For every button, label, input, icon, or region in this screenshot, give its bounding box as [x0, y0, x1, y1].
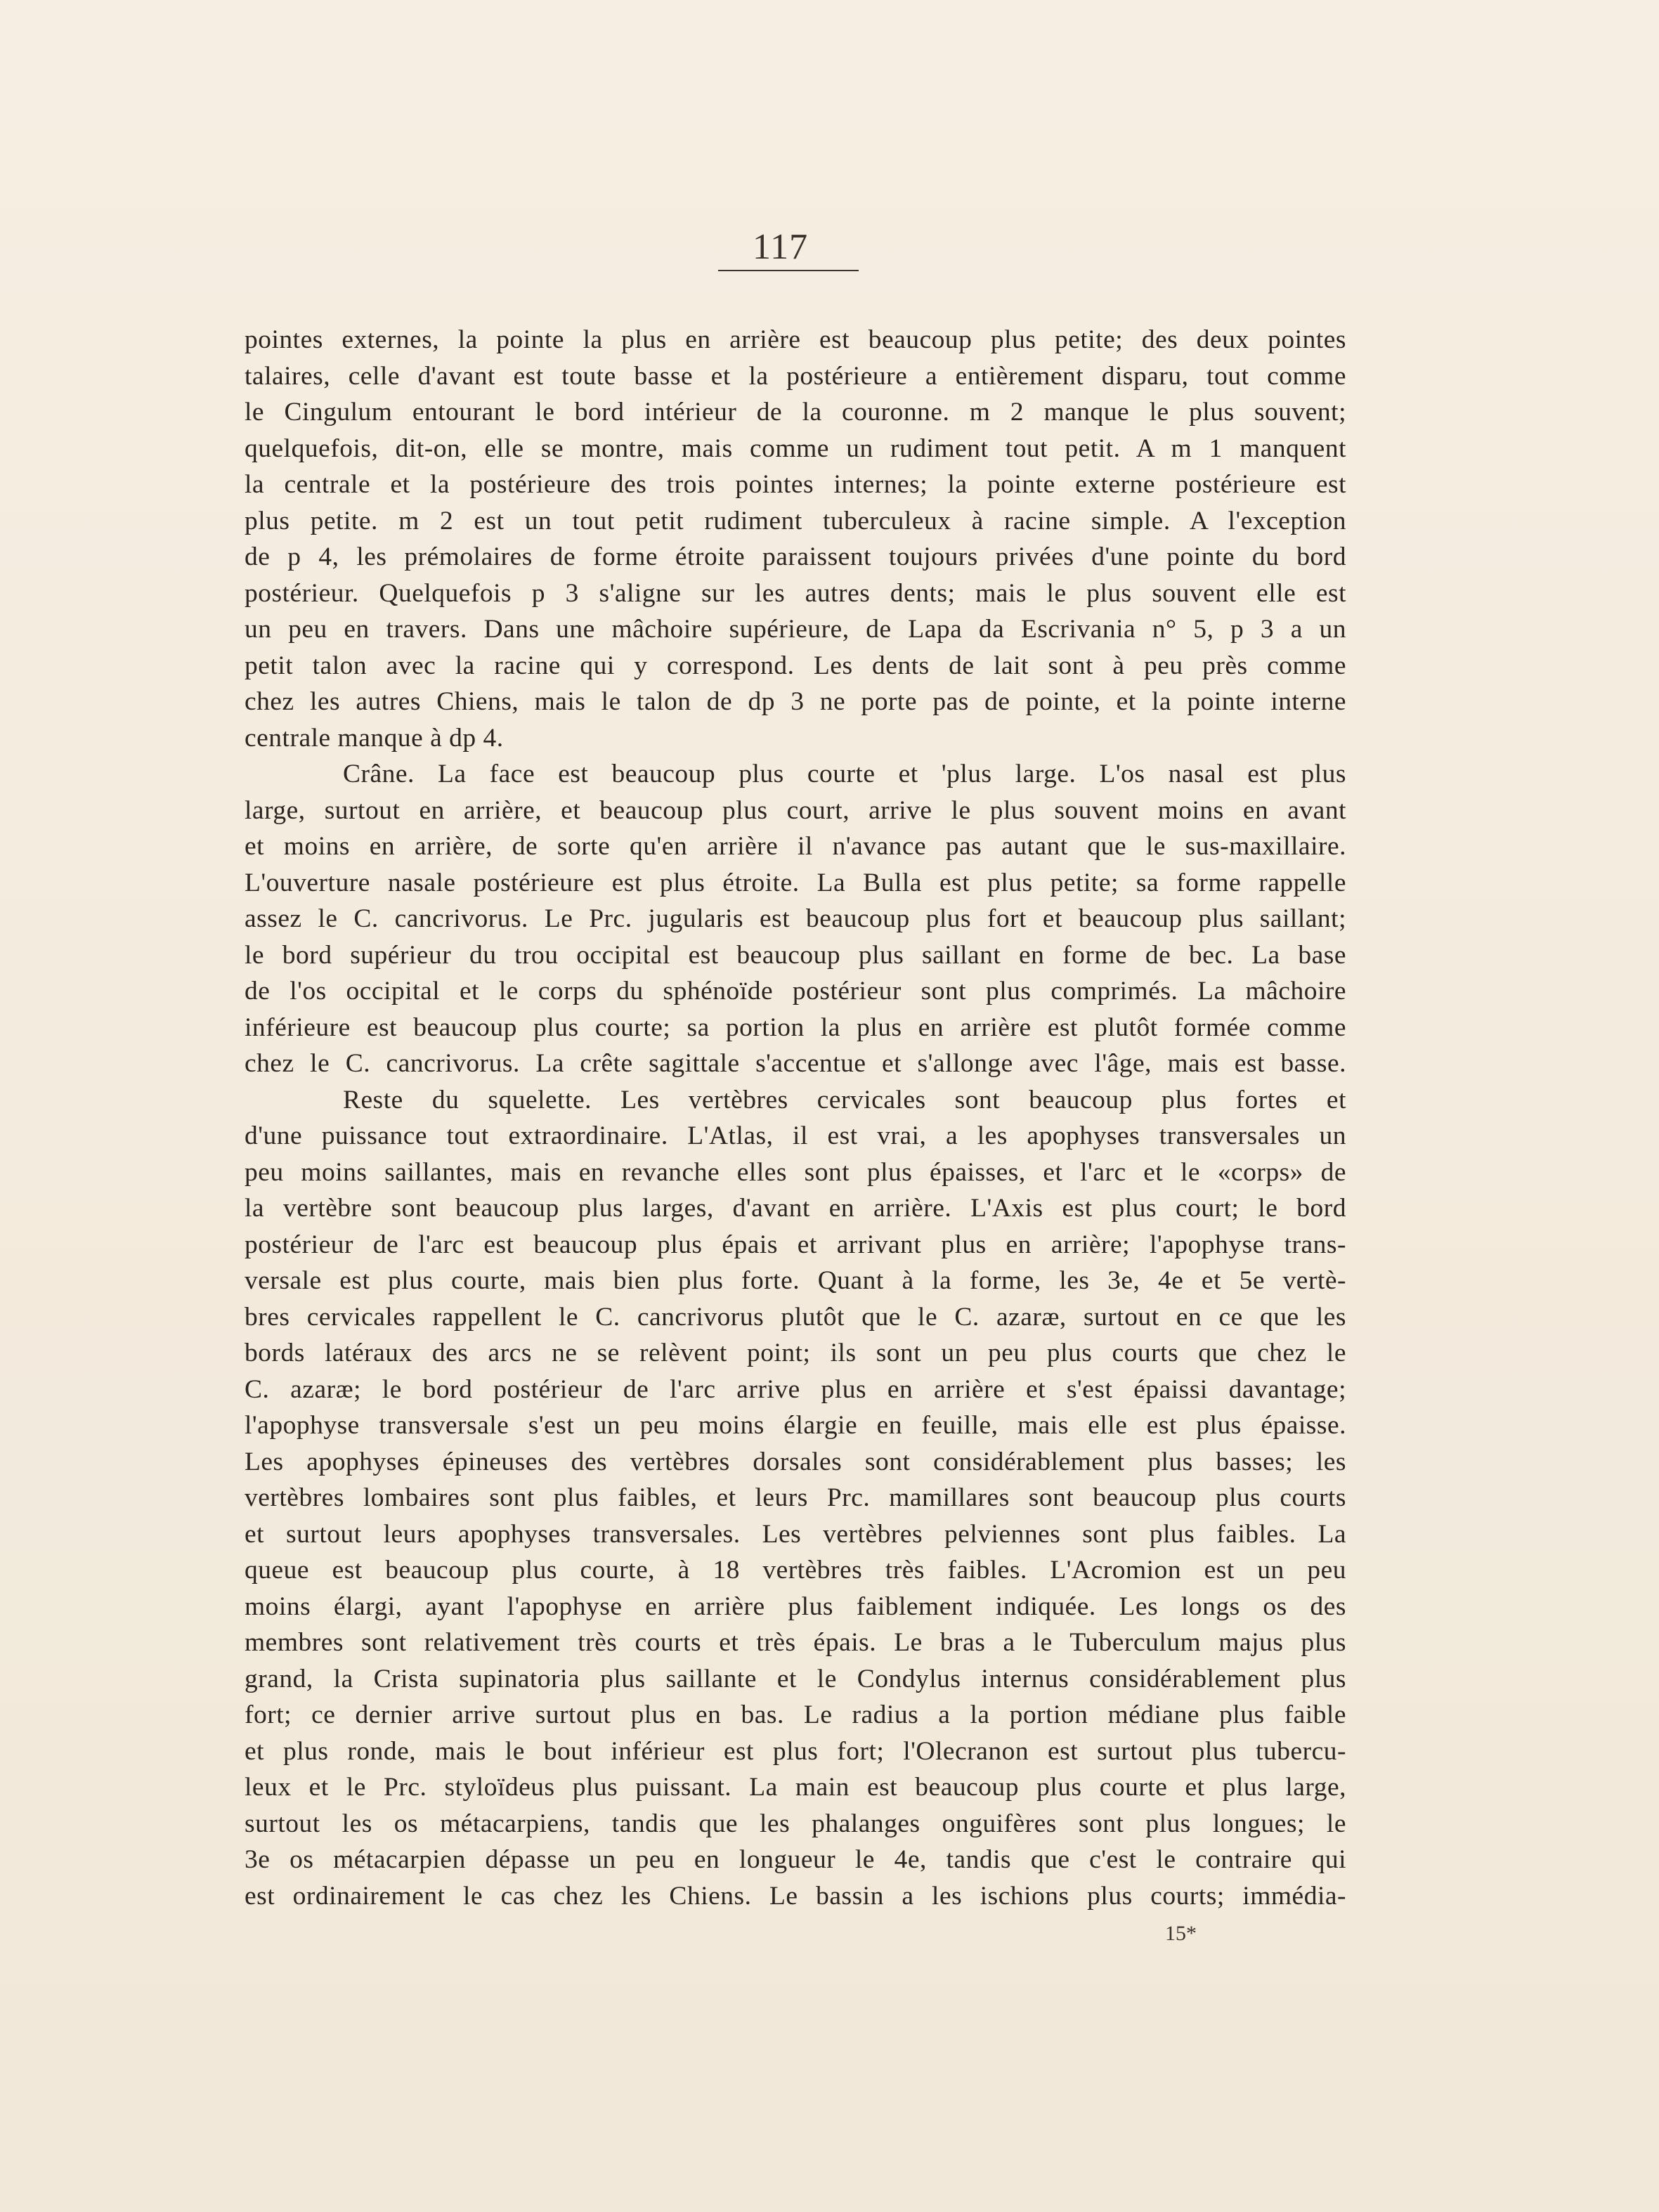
text-line: est ordinairement le cas chez les Chiens. Le bassin a les ischions plus courts; immédia-: [245, 1881, 1346, 1911]
text-line: chez les autres Chiens, mais le talon de dp 3 ne porte pas de pointe, et la pointe interne: [245, 687, 1346, 716]
body-text: [245, 322, 1346, 1951]
text-line: grand, la Crista supinatoria plus saillante et le Condylus internus considérablement plus: [245, 1664, 1346, 1693]
text-line: chez le C. cancrivorus. La crête sagittale s'accentue et s'allonge avec l'âge, mais est basse.: [245, 1049, 1346, 1078]
text-line: moins élargi, ayant l'apophyse en arrière plus faiblement indiquée. Les longs os des: [245, 1592, 1346, 1621]
text-line: 3e os métacarpien dépasse un peu en longueur le 4e, tandis que c'est le contraire qui: [245, 1845, 1346, 1874]
text-line: de l'os occipital et le corps du sphénoïde postérieur sont plus comprimés. La mâchoire: [245, 977, 1346, 1006]
text-line: et moins en arrière, de sorte qu'en arrière il n'avance pas autant que le sus-maxillaire.: [245, 832, 1346, 861]
text-line: petit talon avec la racine qui y correspond. Les dents de lait sont à peu près comme: [245, 651, 1346, 680]
text-line: surtout les os métacarpiens, tandis que les phalanges onguifères sont plus longues; le: [245, 1809, 1346, 1838]
text-line: bres cervicales rappellent le C. cancrivorus plutôt que le C. azaræ, surtout en ce que les: [245, 1302, 1346, 1332]
section-heading-line: Reste du squelette. Les vertèbres cervicales sont beaucoup plus fortes et: [343, 1085, 1346, 1114]
text-line: quelquefois, dit-on, elle se montre, mais comme un rudiment tout petit. A m 1 manquent: [245, 434, 1346, 463]
text-line: de p 4, les prémolaires de forme étroite paraissent toujours privées d'une pointe du bord: [245, 542, 1346, 571]
text-line: postérieur de l'arc est beaucoup plus épais et arrivant plus en arrière; l'apophyse trans-: [245, 1230, 1346, 1259]
text-line: bords latéraux des arcs ne se relèvent point; ils sont un peu plus courts que chez le: [245, 1339, 1346, 1367]
text-line: le bord supérieur du trou occipital est beaucoup plus saillant en forme de bec. La base: [245, 940, 1346, 970]
text-line: et surtout leurs apophyses transversales. Les vertèbres pelviennes sont plus faibles. La: [245, 1519, 1346, 1549]
text-line: la vertèbre sont beaucoup plus larges, d'avant en arrière. L'Axis est plus court; le bord: [245, 1194, 1346, 1223]
printer-signature-mark: 15*: [1165, 1922, 1197, 1945]
text-line: Les apophyses épineuses des vertèbres dorsales sont considérablement plus basses; les: [245, 1447, 1346, 1476]
page-number-rule: [718, 270, 859, 271]
text-line: L'ouverture nasale postérieure est plus étroite. La Bulla est plus petite; sa forme rappelle: [245, 868, 1346, 897]
text-line: le Cingulum entourant le bord intérieur de la couronne. m 2 manque le plus souvent;: [245, 398, 1346, 427]
section-heading-line: Crâne. La face est beaucoup plus courte et 'plus large. L'os nasal est plus: [343, 760, 1346, 788]
page-number: 117: [753, 227, 809, 267]
text-line: l'apophyse transversale s'est un peu moins élargie en feuille, mais elle est plus épaisse.: [245, 1411, 1346, 1440]
text-line: inférieure est beaucoup plus courte; sa portion la plus en arrière est plutôt formée comme: [245, 1013, 1346, 1042]
text-line: postérieur. Quelquefois p 3 s'aligne sur les autres dents; mais le plus souvent elle est: [245, 578, 1346, 608]
text-line: large, surtout en arrière, et beaucoup plus court, arrive le plus souvent moins en avant: [245, 795, 1346, 825]
text-line: peu moins saillantes, mais en revanche elles sont plus épaisses, et l'arc et le «corps» de: [245, 1157, 1346, 1187]
text-line: membres sont relativement très courts et très épais. Le bras a le Tuberculum majus plus: [245, 1628, 1346, 1657]
text-line: vertèbres lombaires sont plus faibles, et leurs Prc. mamillares sont beaucoup plus courts: [245, 1483, 1346, 1512]
text-line: talaires, celle d'avant est toute basse et la postérieure a entièrement disparu, tout comme: [245, 361, 1346, 391]
text-line: plus petite. m 2 est un tout petit rudiment tuberculeux à racine simple. A l'exception: [245, 506, 1346, 535]
text-line: fort; ce dernier arrive surtout plus en bas. Le radius a la portion médiane plus faible: [245, 1700, 1346, 1729]
text-line: et plus ronde, mais le bout inférieur est plus fort; l'Olecranon est surtout plus tubercu-: [245, 1736, 1346, 1766]
text-line: C. azaræ; le bord postérieur de l'arc arrive plus en arrière et s'est épaissi davantage;: [245, 1374, 1346, 1404]
text-line: leux et le Prc. styloïdeus plus puissant. La main est beaucoup plus courte et plus large,: [245, 1773, 1346, 1802]
text-line: d'une puissance tout extraordinaire. L'Atlas, il est vrai, a les apophyses transversales un: [245, 1121, 1346, 1150]
text-line: pointes externes, la pointe la plus en arrière est beaucoup plus petite; des deux pointes: [245, 325, 1346, 354]
text-line: versale est plus courte, mais bien plus forte. Quant à la forme, les 3e, 4e et 5e vertè-: [245, 1266, 1346, 1295]
text-line: la centrale et la postérieure des trois pointes internes; la pointe externe postérieure est: [245, 470, 1346, 499]
text-line: centrale manque à dp 4.: [245, 723, 504, 753]
text-line: assez le C. cancrivorus. Le Prc. jugularis est beaucoup plus fort et beaucoup plus saillant;: [245, 904, 1346, 933]
text-line: un peu en travers. Dans une mâchoire supérieure, de Lapa da Escrivania n° 5, p 3 a un: [245, 615, 1346, 644]
text-line: queue est beaucoup plus courte, à 18 vertèbres très faibles. L'Acromion est un peu: [245, 1556, 1346, 1585]
